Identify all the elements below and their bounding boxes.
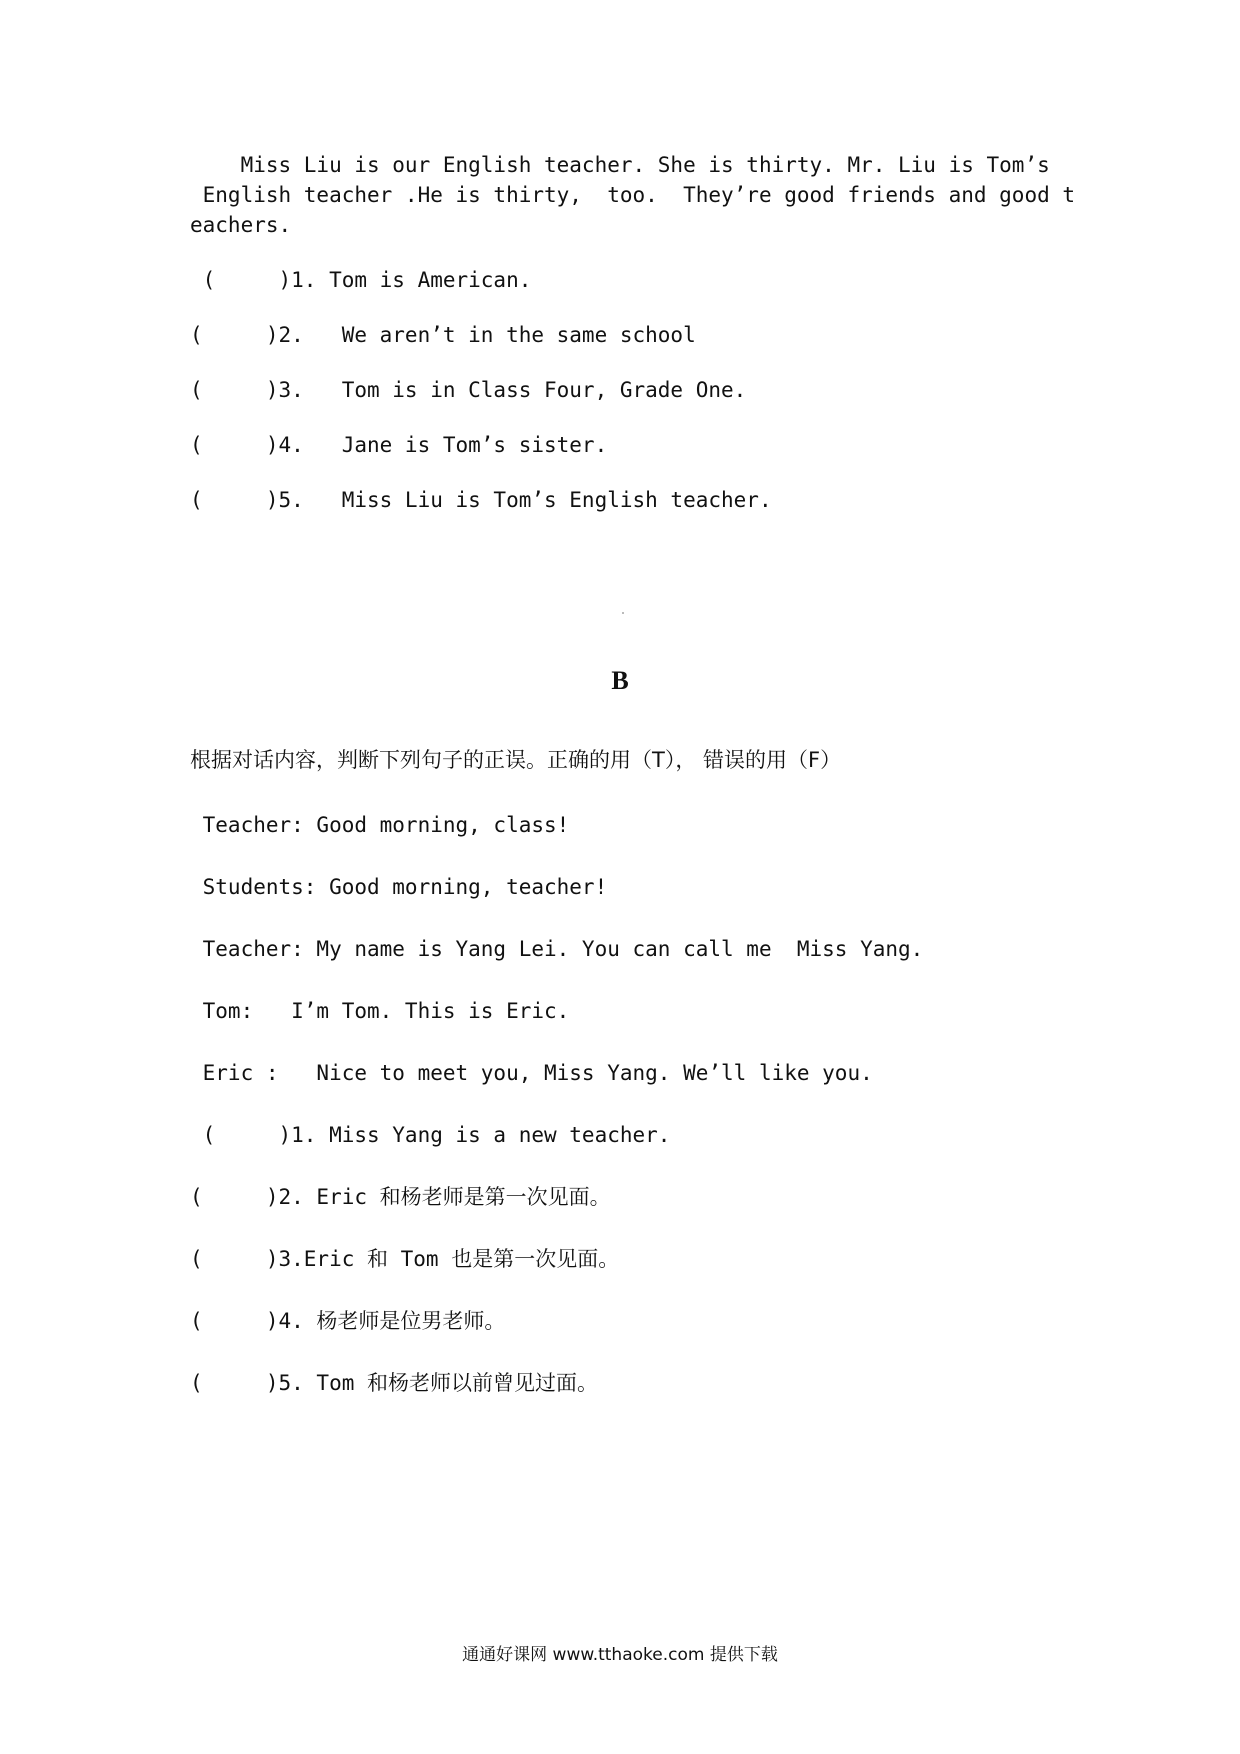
question-a-5: ( )5. Miss Liu is Tom’s English teacher. [190, 488, 772, 512]
question-a-3: ( )3. Tom is in Class Four, Grade One. [190, 378, 747, 402]
speck-mark [622, 612, 624, 614]
dialogue-line-2: Students: Good morning, teacher! [190, 875, 608, 899]
footer-credit: 通通好课网 www.tthaoke.com 提供下载 [462, 1645, 778, 1665]
question-b-3: ( )3.Eric 和 Tom 也是第一次见面。 [190, 1247, 620, 1271]
question-a-2: ( )2. We aren’t in the same school [190, 323, 696, 347]
question-b-1: ( )1. Miss Yang is a new teacher. [190, 1123, 671, 1147]
section-b-instruction: 根据对话内容，判断下列句子的正误。正确的用（T）， 错误的用（F） [190, 748, 842, 772]
question-b-4: ( )4. 杨老师是位男老师。 [190, 1309, 506, 1333]
dialogue-line-5: Eric : Nice to meet you, Miss Yang. We’ll like you. [190, 1061, 873, 1085]
dialogue-line-3: Teacher: My name is Yang Lei. You can call me Miss Yang. [190, 937, 924, 961]
dialogue-line-4: Tom: I’m Tom. This is Eric. [190, 999, 570, 1023]
passage-line-1: Miss Liu is our English teacher. She is thirty. Mr. Liu is Tom’s [190, 153, 1050, 177]
passage-line-2: English teacher .He is thirty, too. They’re good friends and good t [190, 183, 1076, 207]
question-b-5: ( )5. Tom 和杨老师以前曾见过面。 [190, 1371, 599, 1395]
question-a-1: ( )1. Tom is American. [190, 268, 532, 292]
section-heading-b: B [611, 666, 629, 695]
dialogue-line-1: Teacher: Good morning, class! [190, 813, 570, 837]
question-a-4: ( )4. Jane is Tom’s sister. [190, 433, 608, 457]
question-b-2: ( )2. Eric 和杨老师是第一次见面。 [190, 1185, 611, 1209]
passage-line-3: eachers. [190, 213, 292, 237]
